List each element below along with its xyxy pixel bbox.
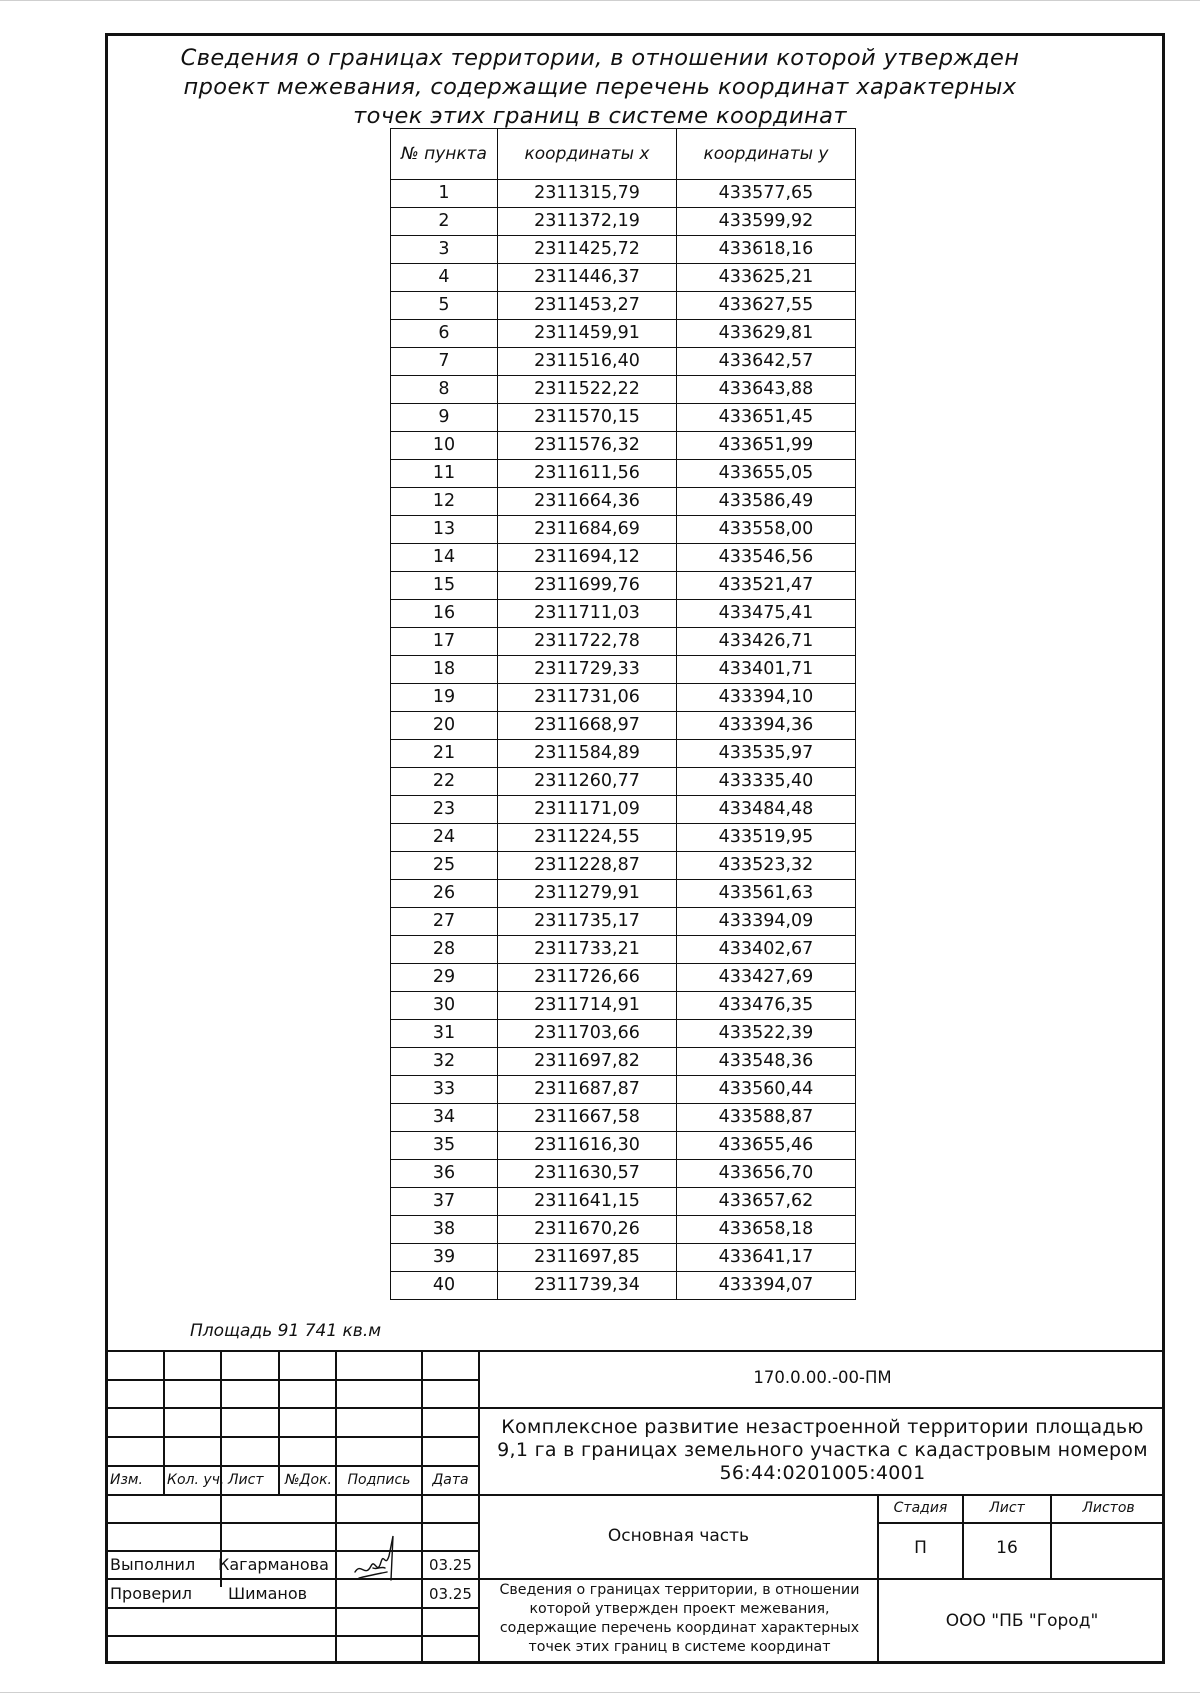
coord-x-cell: 2311714,91 [498, 992, 677, 1020]
point-number-cell: 13 [391, 516, 498, 544]
coord-x-cell: 2311739,34 [498, 1272, 677, 1300]
coord-x-cell: 2311459,91 [498, 320, 677, 348]
coord-x-cell: 2311228,87 [498, 852, 677, 880]
coord-x-cell: 2311315,79 [498, 180, 677, 208]
bottom-edge-line [0, 1692, 1200, 1693]
tb-hline [105, 1635, 478, 1637]
table-row [391, 460, 856, 488]
table-row [391, 1272, 856, 1300]
coord-y-cell: 433484,48 [677, 796, 856, 824]
coord-x-cell: 2311667,58 [498, 1104, 677, 1132]
point-number-cell: 16 [391, 600, 498, 628]
point-number-cell: 9 [391, 404, 498, 432]
point-number-cell: 3 [391, 236, 498, 264]
section-name: Основная часть [607, 1526, 750, 1546]
table-row [391, 320, 856, 348]
coord-y-cell: 433394,09 [677, 908, 856, 936]
coord-x-cell: 2311522,22 [498, 376, 677, 404]
table-row [391, 1132, 856, 1160]
coord-x-cell: 2311224,55 [498, 824, 677, 852]
coord-y-cell: 433655,46 [677, 1132, 856, 1160]
document-code: 170.0.00.-00-ПМ [753, 1368, 892, 1387]
coord-y-cell: 433335,40 [677, 768, 856, 796]
table-row [391, 544, 856, 572]
tb-hline [105, 1379, 478, 1381]
performed-name: Кагарманова [218, 1555, 329, 1574]
coord-y-cell: 433394,36 [677, 712, 856, 740]
point-number-cell: 11 [391, 460, 498, 488]
table-row [391, 796, 856, 824]
col-ndok: №Док. [285, 1472, 332, 1488]
coord-y-cell: 433394,10 [677, 684, 856, 712]
coord-x-cell: 2311726,66 [498, 964, 677, 992]
point-number-cell: 30 [391, 992, 498, 1020]
coord-x-cell: 2311684,69 [498, 516, 677, 544]
table-row [391, 768, 856, 796]
table-row [391, 600, 856, 628]
point-number-cell: 40 [391, 1272, 498, 1300]
point-number-cell: 28 [391, 936, 498, 964]
coord-y-cell: 433522,39 [677, 1020, 856, 1048]
coord-y-cell: 433658,18 [677, 1216, 856, 1244]
tb-hline [478, 1407, 1165, 1409]
coord-y-cell: 433629,81 [677, 320, 856, 348]
coord-y-cell: 433548,36 [677, 1048, 856, 1076]
coord-y-cell: 433651,45 [677, 404, 856, 432]
coord-x-cell: 2311733,21 [498, 936, 677, 964]
header-listov: Листов [1082, 1500, 1135, 1516]
point-number-cell: 37 [391, 1188, 498, 1216]
point-number-cell: 21 [391, 740, 498, 768]
table-row [391, 180, 856, 208]
stadia-value: П [914, 1538, 927, 1558]
coord-x-cell: 2311279,91 [498, 880, 677, 908]
signature-image [351, 1532, 401, 1587]
tb-hline-main [105, 1494, 1165, 1496]
table-row [391, 1244, 856, 1272]
point-number-cell: 26 [391, 880, 498, 908]
point-number-cell: 7 [391, 348, 498, 376]
tb-top-border [105, 1350, 1165, 1352]
checked-date: 03.25 [429, 1585, 472, 1603]
coord-y-cell: 433475,41 [677, 600, 856, 628]
point-number-cell: 20 [391, 712, 498, 740]
tb-hline [105, 1465, 478, 1467]
point-number-cell: 35 [391, 1132, 498, 1160]
table-row [391, 208, 856, 236]
coord-y-cell: 433651,99 [677, 432, 856, 460]
coord-x-cell: 2311670,26 [498, 1216, 677, 1244]
tb-hline [105, 1407, 478, 1409]
coord-y-cell: 433599,92 [677, 208, 856, 236]
table-row [391, 684, 856, 712]
table-row [391, 376, 856, 404]
point-number-cell: 31 [391, 1020, 498, 1048]
coordinates-table [390, 128, 856, 1300]
table-row [391, 516, 856, 544]
table-row [391, 264, 856, 292]
coord-y-cell: 433577,65 [677, 180, 856, 208]
point-number-cell: 19 [391, 684, 498, 712]
top-edge-line [0, 0, 1200, 1]
tb-vline [278, 1350, 280, 1494]
table-row [391, 1216, 856, 1244]
header-point-number: № пункта [391, 129, 498, 180]
coord-y-cell: 433561,63 [677, 880, 856, 908]
coord-x-cell: 2311570,15 [498, 404, 677, 432]
tb-vline [163, 1350, 165, 1494]
coord-y-cell: 433642,57 [677, 348, 856, 376]
table-row [391, 1188, 856, 1216]
header-coordinate-y: координаты y [677, 129, 856, 180]
table-row [391, 236, 856, 264]
table-row [391, 572, 856, 600]
table-row [391, 740, 856, 768]
organization-name: ООО "ПБ "Город" [945, 1611, 1099, 1631]
performed-label: Выполнил [110, 1555, 196, 1574]
coord-x-cell: 2311616,30 [498, 1132, 677, 1160]
coord-y-cell: 433521,47 [677, 572, 856, 600]
coord-x-cell: 2311731,06 [498, 684, 677, 712]
list-value: 16 [996, 1538, 1018, 1558]
area-note: Площадь 91 741 кв.м [190, 1321, 382, 1341]
coord-x-cell: 2311641,15 [498, 1188, 677, 1216]
table-row [391, 1076, 856, 1104]
coord-y-cell: 433523,32 [677, 852, 856, 880]
coord-x-cell: 2311694,12 [498, 544, 677, 572]
tb-hline [105, 1522, 478, 1524]
tb-hline [877, 1522, 1165, 1524]
table-row [391, 712, 856, 740]
coord-x-cell: 2311729,33 [498, 656, 677, 684]
point-number-cell: 12 [391, 488, 498, 516]
coord-x-cell: 2311699,76 [498, 572, 677, 600]
coord-x-cell: 2311630,57 [498, 1160, 677, 1188]
table-header-row [391, 129, 856, 180]
coord-y-cell: 433426,71 [677, 628, 856, 656]
document-title: Сведения о границах территории, в отношении которой утвержден проект межевания, содержащие перечень координат характерных точек этих границ в системе координат [180, 45, 1020, 129]
coord-y-cell: 433641,17 [677, 1244, 856, 1272]
tb-vline [877, 1494, 879, 1664]
table-row [391, 656, 856, 684]
coord-x-cell: 2311171,09 [498, 796, 677, 824]
point-number-cell: 27 [391, 908, 498, 936]
col-podpis: Подпись [347, 1472, 411, 1488]
table-row [391, 488, 856, 516]
table-row [391, 1104, 856, 1132]
table-row [391, 432, 856, 460]
coord-y-cell: 433476,35 [677, 992, 856, 1020]
checked-label: Проверил [110, 1584, 193, 1603]
table-row [391, 852, 856, 880]
coord-x-cell: 2311697,85 [498, 1244, 677, 1272]
coord-y-cell: 433657,62 [677, 1188, 856, 1216]
tb-vline [421, 1350, 423, 1664]
point-number-cell: 17 [391, 628, 498, 656]
coord-y-cell: 433655,05 [677, 460, 856, 488]
point-number-cell: 6 [391, 320, 498, 348]
tb-hline [105, 1607, 478, 1609]
table-row [391, 880, 856, 908]
coord-y-cell: 433625,21 [677, 264, 856, 292]
point-number-cell: 2 [391, 208, 498, 236]
tb-hline [105, 1578, 1165, 1580]
table-row [391, 1048, 856, 1076]
point-number-cell: 5 [391, 292, 498, 320]
tb-vline-main [478, 1350, 480, 1664]
coord-y-cell: 433394,07 [677, 1272, 856, 1300]
coord-x-cell: 2311664,36 [498, 488, 677, 516]
point-number-cell: 22 [391, 768, 498, 796]
coord-y-cell: 433401,71 [677, 656, 856, 684]
point-number-cell: 14 [391, 544, 498, 572]
coord-x-cell: 2311446,37 [498, 264, 677, 292]
coord-x-cell: 2311584,89 [498, 740, 677, 768]
coord-x-cell: 2311711,03 [498, 600, 677, 628]
coordinates-table-body [391, 180, 856, 1300]
point-number-cell: 32 [391, 1048, 498, 1076]
coord-x-cell: 2311516,40 [498, 348, 677, 376]
header-stadia: Стадия [893, 1500, 948, 1516]
coord-y-cell: 433535,97 [677, 740, 856, 768]
point-number-cell: 39 [391, 1244, 498, 1272]
point-number-cell: 33 [391, 1076, 498, 1104]
point-number-cell: 36 [391, 1160, 498, 1188]
point-number-cell: 10 [391, 432, 498, 460]
col-data: Дата [432, 1472, 469, 1488]
table-row [391, 908, 856, 936]
header-list: Лист [989, 1500, 1025, 1516]
table-row [391, 292, 856, 320]
checked-name: Шиманов [228, 1584, 308, 1603]
point-number-cell: 38 [391, 1216, 498, 1244]
point-number-cell: 23 [391, 796, 498, 824]
point-number-cell: 25 [391, 852, 498, 880]
point-number-cell: 15 [391, 572, 498, 600]
coord-y-cell: 433656,70 [677, 1160, 856, 1188]
coord-y-cell: 433586,49 [677, 488, 856, 516]
table-row [391, 824, 856, 852]
project-title: Комплексное развитие незастроенной территории площадью 9,1 га в границах земельного участка с кадастровым номером 56:44:0201005:4001 [497, 1416, 1148, 1484]
point-number-cell: 4 [391, 264, 498, 292]
coord-x-cell: 2311425,72 [498, 236, 677, 264]
table-row [391, 1160, 856, 1188]
tb-hline [105, 1550, 478, 1552]
point-number-cell: 24 [391, 824, 498, 852]
coord-x-cell: 2311722,78 [498, 628, 677, 656]
coord-y-cell: 433546,56 [677, 544, 856, 572]
point-number-cell: 29 [391, 964, 498, 992]
performed-date: 03.25 [429, 1556, 472, 1574]
coord-x-cell: 2311697,82 [498, 1048, 677, 1076]
table-row [391, 1020, 856, 1048]
table-row [391, 992, 856, 1020]
coord-x-cell: 2311668,97 [498, 712, 677, 740]
table-row [391, 936, 856, 964]
coord-x-cell: 2311703,66 [498, 1020, 677, 1048]
coord-x-cell: 2311453,27 [498, 292, 677, 320]
point-number-cell: 1 [391, 180, 498, 208]
col-izm: Изм. [110, 1472, 143, 1488]
table-row [391, 628, 856, 656]
coord-x-cell: 2311260,77 [498, 768, 677, 796]
table-row [391, 964, 856, 992]
point-number-cell: 34 [391, 1104, 498, 1132]
header-coordinate-x: координаты x [498, 129, 677, 180]
table-row [391, 404, 856, 432]
coord-y-cell: 433427,69 [677, 964, 856, 992]
coord-x-cell: 2311576,32 [498, 432, 677, 460]
sheet-title: Сведения о границах территории, в отношении которой утвержден проект межевания, содержащие перечень координат характерных точек этих границ в системе координат [499, 1582, 860, 1655]
title-block [105, 1350, 1165, 1664]
col-list: Лист [228, 1472, 264, 1488]
coord-y-cell: 433618,16 [677, 236, 856, 264]
col-kol-uch: Кол. уч. [167, 1472, 225, 1488]
coord-y-cell: 433588,87 [677, 1104, 856, 1132]
coord-y-cell: 433519,95 [677, 824, 856, 852]
point-number-cell: 18 [391, 656, 498, 684]
tb-hline [105, 1436, 478, 1438]
coord-x-cell: 2311372,19 [498, 208, 677, 236]
coord-x-cell: 2311687,87 [498, 1076, 677, 1104]
coord-x-cell: 2311735,17 [498, 908, 677, 936]
coord-x-cell: 2311611,56 [498, 460, 677, 488]
coord-y-cell: 433643,88 [677, 376, 856, 404]
coord-y-cell: 433402,67 [677, 936, 856, 964]
point-number-cell: 8 [391, 376, 498, 404]
coord-y-cell: 433558,00 [677, 516, 856, 544]
coord-y-cell: 433560,44 [677, 1076, 856, 1104]
table-row [391, 348, 856, 376]
coord-y-cell: 433627,55 [677, 292, 856, 320]
